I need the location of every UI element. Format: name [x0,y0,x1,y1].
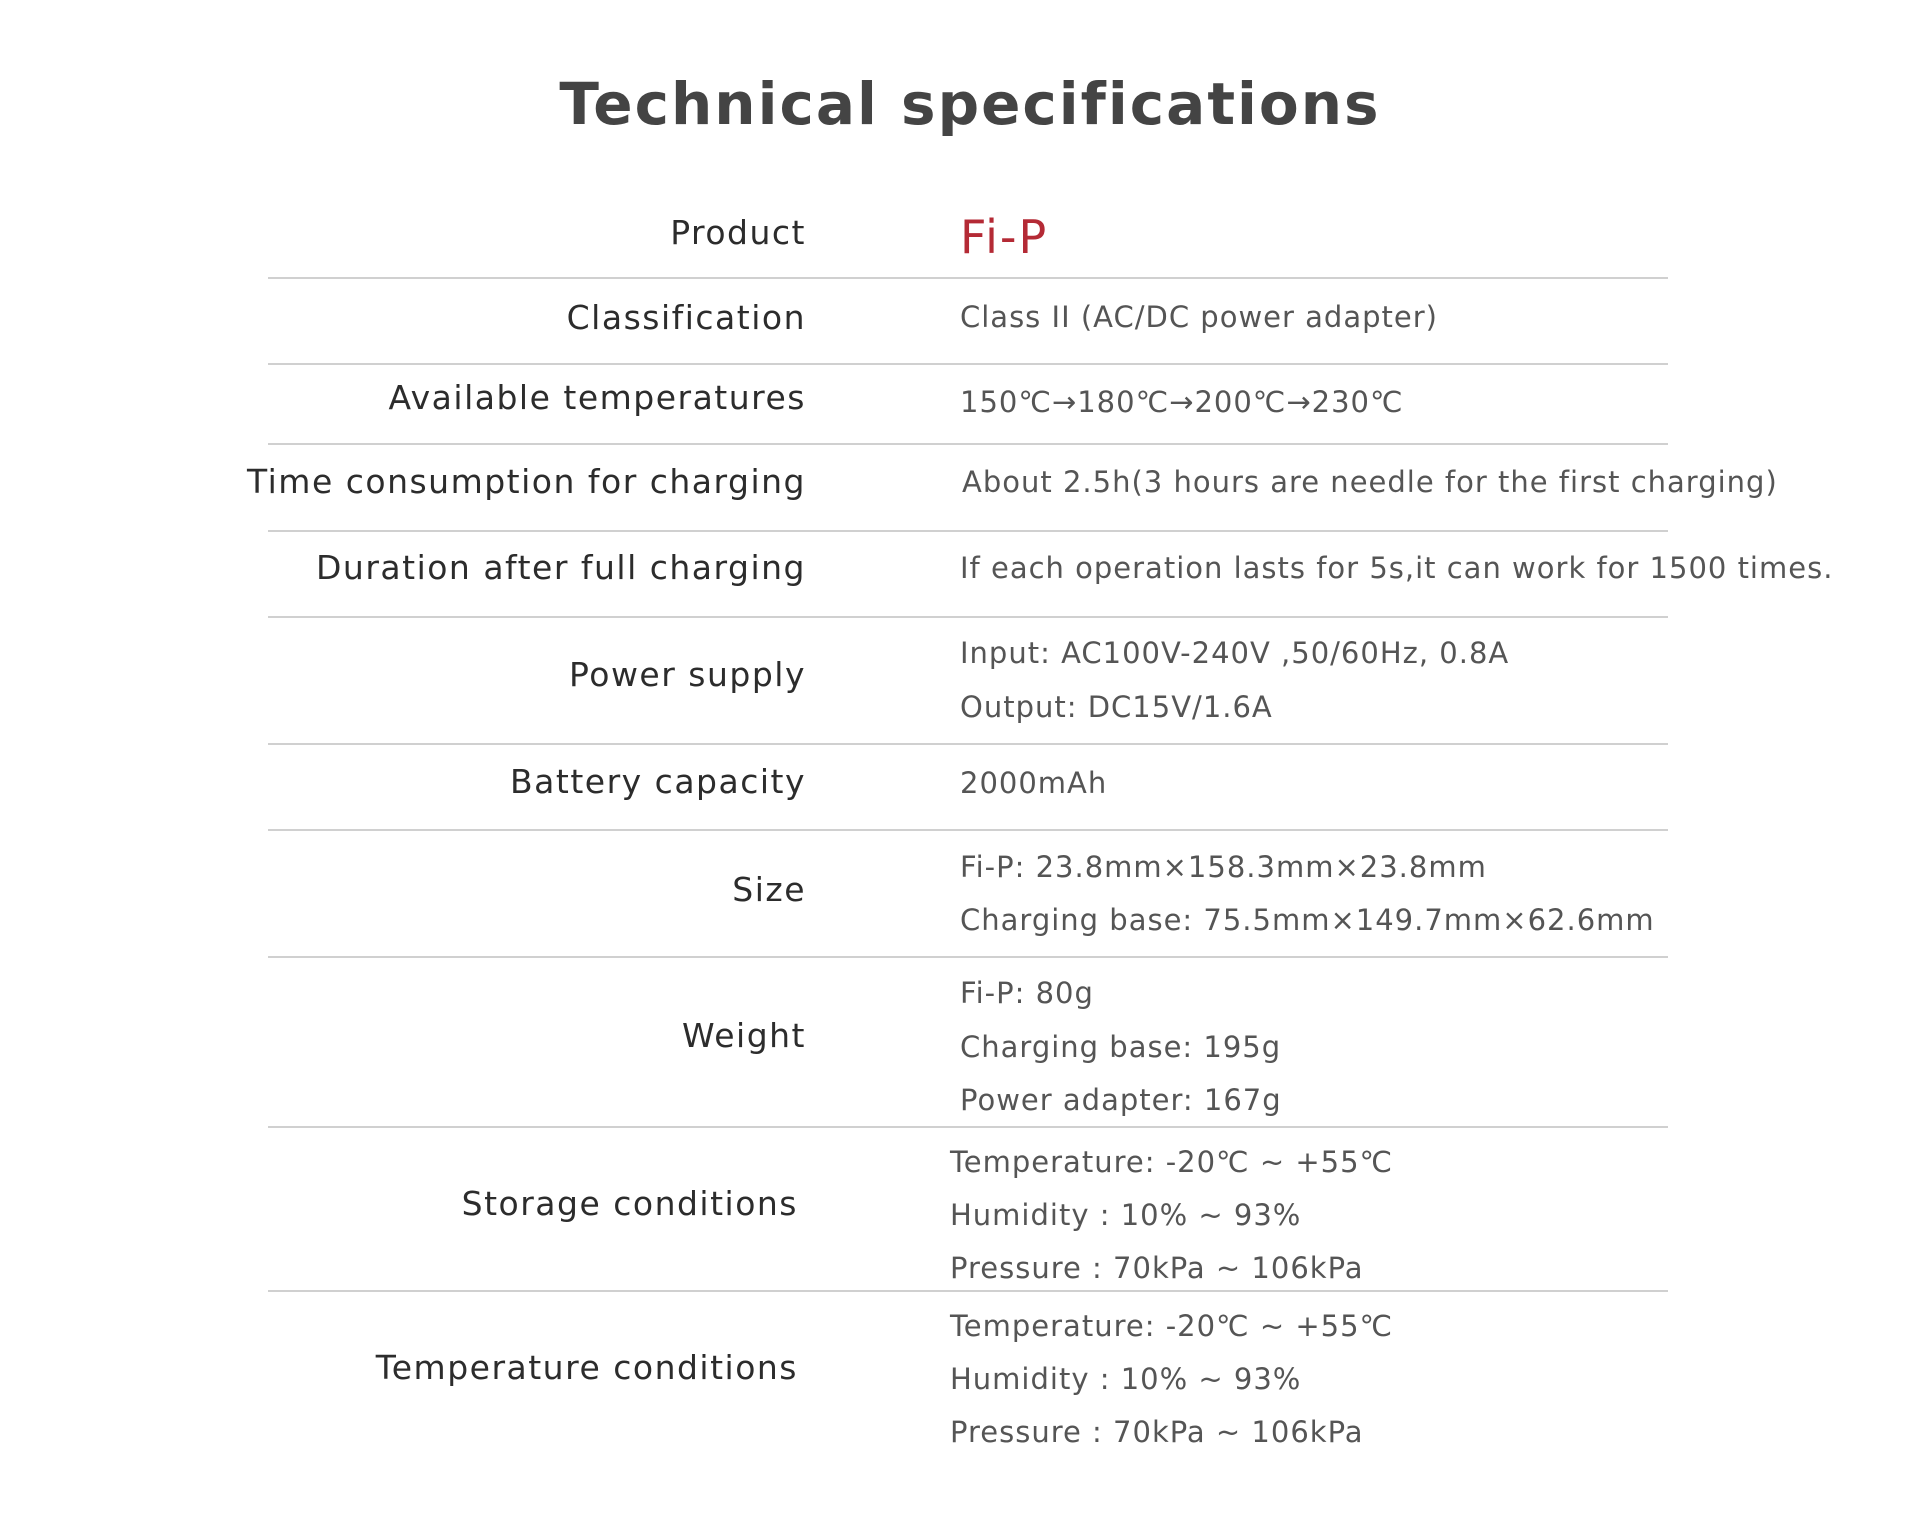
spec-value-temperatures: 150℃→180℃→200℃→230℃ [960,385,1404,419]
spec-label-storage: Storage conditions [461,1184,798,1223]
spec-value-conditions-temperature: Temperature: -20℃ ~ +55℃ [950,1309,1394,1343]
spec-value-conditions-humidity: Humidity : 10% ~ 93% [950,1362,1302,1396]
row-divider [268,743,1668,745]
spec-value-storage-pressure: Pressure : 70kPa ~ 106kPa [950,1251,1364,1285]
row-divider [268,443,1668,445]
spec-label-power-supply: Power supply [569,655,806,694]
spec-value-storage-temperature: Temperature: -20℃ ~ +55℃ [950,1145,1394,1179]
spec-value-conditions-pressure: Pressure : 70kPa ~ 106kPa [950,1415,1364,1449]
row-divider [268,829,1668,831]
spec-value-weight-product: Fi-P: 80g [960,976,1094,1010]
spec-label-temperatures: Available temperatures [388,378,806,417]
row-divider [268,277,1668,279]
spec-label-battery: Battery capacity [510,762,806,801]
spec-value-size-base: Charging base: 75.5mm×149.7mm×62.6mm [960,903,1655,937]
spec-value-power-output: Output: DC15V/1.6A [960,690,1273,724]
spec-label-charging-time: Time consumption for charging [246,462,806,501]
spec-value-charging-time: About 2.5h(3 hours are needle for the first charging) [962,465,1778,499]
spec-value-weight-adapter: Power adapter: 167g [960,1083,1282,1117]
spec-value-weight-base: Charging base: 195g [960,1030,1282,1064]
spec-label-temperature-conditions: Temperature conditions [375,1348,798,1387]
spec-label-classification: Classification [566,298,806,337]
spec-value-power-input: Input: AC100V-240V ,50/60Hz, 0.8A [960,636,1510,670]
spec-value-product: Fi-P [960,210,1049,264]
row-divider [268,363,1668,365]
spec-label-weight: Weight [682,1016,806,1055]
spec-value-size-product: Fi-P: 23.8mm×158.3mm×23.8mm [960,850,1487,884]
row-divider [268,530,1668,532]
row-divider [268,1290,1668,1292]
spec-value-battery: 2000mAh [960,766,1108,800]
row-divider [268,956,1668,958]
spec-label-size: Size [732,870,806,909]
spec-value-duration: If each operation lasts for 5s,it can work for 1500 times. [960,551,1834,585]
spec-label-duration: Duration after full charging [316,548,806,587]
row-divider [268,1126,1668,1128]
spec-value-classification: Class II (AC/DC power adapter) [960,300,1438,334]
spec-label-product: Product [670,213,806,252]
spec-value-storage-humidity: Humidity : 10% ~ 93% [950,1198,1302,1232]
page-title: Technical specifications [559,70,1381,138]
row-divider [268,616,1668,618]
